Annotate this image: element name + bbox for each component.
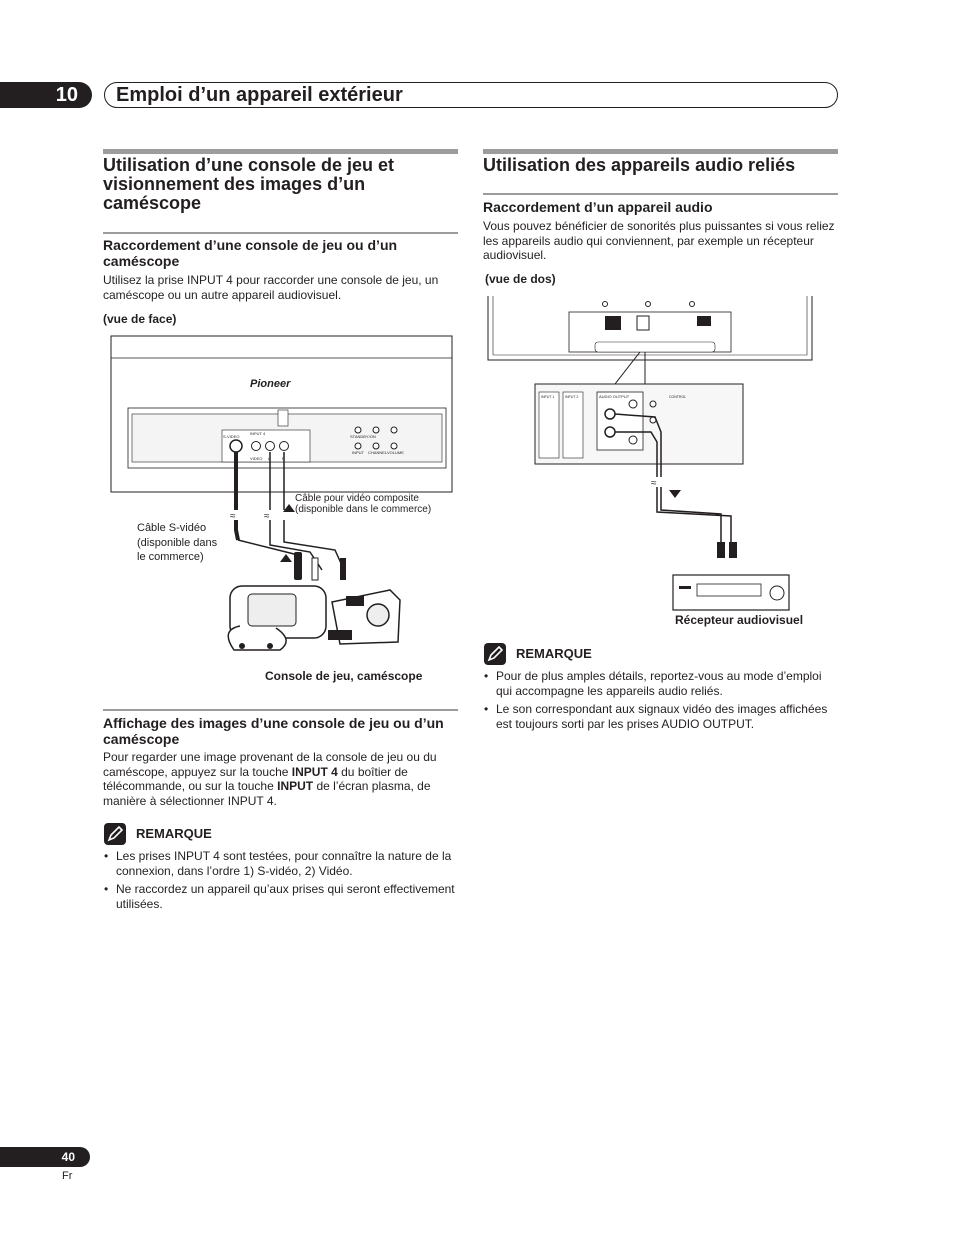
- brand-logo: Pioneer: [250, 378, 291, 390]
- right-notes-list: [484, 669, 838, 735]
- subsection-rule: [483, 193, 838, 195]
- note-pencil-icon: [104, 823, 126, 845]
- rear-view-label: (vue de dos): [485, 272, 556, 286]
- panel-label-l: L: [268, 456, 271, 461]
- cable-break-icon: ≈: [264, 511, 270, 522]
- panel-label-input4: INPUT 4: [250, 431, 266, 436]
- panel-label-channel: CHANNEL: [368, 450, 388, 455]
- svideo-cable-caption-1: Câble S-vidéo: [137, 522, 207, 534]
- left-section-title: Utilisation d’une console de jeu et visionnement des images d’un caméscope: [103, 155, 395, 213]
- rear-view-diagram: [485, 292, 815, 614]
- note-pencil-icon: [484, 643, 506, 665]
- composite-cable-caption: Câble pour vidéo composite (disponible dans le commerce): [295, 493, 432, 515]
- terminal-label-control: CONTROL: [669, 395, 687, 399]
- panel-label-svideo: S-VIDEO: [223, 434, 240, 439]
- left-sub1-text: Utilisez la prise INPUT 4 pour raccorder une console de jeu, un caméscope ou un autre appareil audiovisuel.: [103, 273, 439, 302]
- chapter-number-tab: 10: [0, 82, 92, 108]
- receiver-caption: Récepteur audiovisuel: [675, 613, 804, 627]
- subsection-rule: [103, 232, 458, 234]
- left-sub1-title: Raccordement d’une console de jeu ou d’un caméscope: [103, 237, 398, 269]
- svideo-cable-caption-2: (disponible dans: [137, 537, 218, 549]
- left-sub2-text: Pour regarder une image provenant de la console de jeu ou du caméscope, appuyez sur la touche INPUT 4 du boîtier de télécommande, ou sur la touche INPUT de l’écran plasma, de manière à sélectionner INPUT 4.: [103, 750, 437, 808]
- right-sub1-title: Raccordement d’un appareil audio: [483, 199, 713, 215]
- section-rule: [103, 149, 458, 154]
- terminal-label-input2: INPUT 2: [565, 395, 579, 399]
- devices-caption: Console de jeu, caméscope: [265, 669, 423, 683]
- right-section-title: Utilisation des appareils audio reliés: [483, 155, 796, 175]
- note-item: • Les prises INPUT 4 sont testées, pour connaître la nature de la connexion, dans l’ordre 1) S-vidéo, 2) Vidéo.: [104, 849, 458, 878]
- right-note-title: REMARQUE: [516, 646, 592, 661]
- terminal-label-audio-output: AUDIO OUTPUT: [599, 394, 630, 399]
- panel-label-r: R: [282, 456, 285, 461]
- note-item: • Ne raccordez un appareil qu’aux prises qui seront effectivement utilisées.: [104, 882, 458, 911]
- section-rule: [483, 149, 838, 154]
- subsection-rule: [103, 709, 458, 711]
- panel-label-standby: STANDBY/ON: [350, 434, 376, 439]
- chapter-title: Emploi d’un appareil extérieur: [116, 84, 403, 106]
- note-item: • Pour de plus amples détails, reportez-vous au mode d’emploi qui accompagne les appareils audio reliés.: [484, 669, 838, 698]
- panel-label-input: INPUT: [352, 450, 364, 455]
- cable-break-icon: ≈: [651, 478, 657, 489]
- left-sub2-title: Affichage des images d’une console de jeu ou d’un caméscope: [103, 715, 444, 747]
- cable-break-icon: ≈: [230, 511, 236, 522]
- note-item: • Le son correspondant aux signaux vidéo des images affichées est toujours sorti par les prises AUDIO OUTPUT.: [484, 702, 838, 731]
- page-number: 40: [0, 1147, 90, 1167]
- panel-label-video: VIDEO: [250, 456, 263, 461]
- panel-label-volume: VOLUME: [387, 450, 404, 455]
- language-code: Fr: [62, 1170, 73, 1182]
- right-sub1-text: Vous pouvez bénéficier de sonorités plus puissantes si vous reliez les appareils audio qui conviennent, par exemple un récepteur audiovisuel.: [483, 219, 835, 262]
- left-notes-list: [104, 849, 458, 915]
- left-note-title: REMARQUE: [136, 826, 212, 841]
- svideo-cable-caption-3: le commerce): [137, 551, 204, 563]
- terminal-label-input1: INPUT 1: [541, 395, 555, 399]
- front-view-label: (vue de face): [103, 312, 177, 326]
